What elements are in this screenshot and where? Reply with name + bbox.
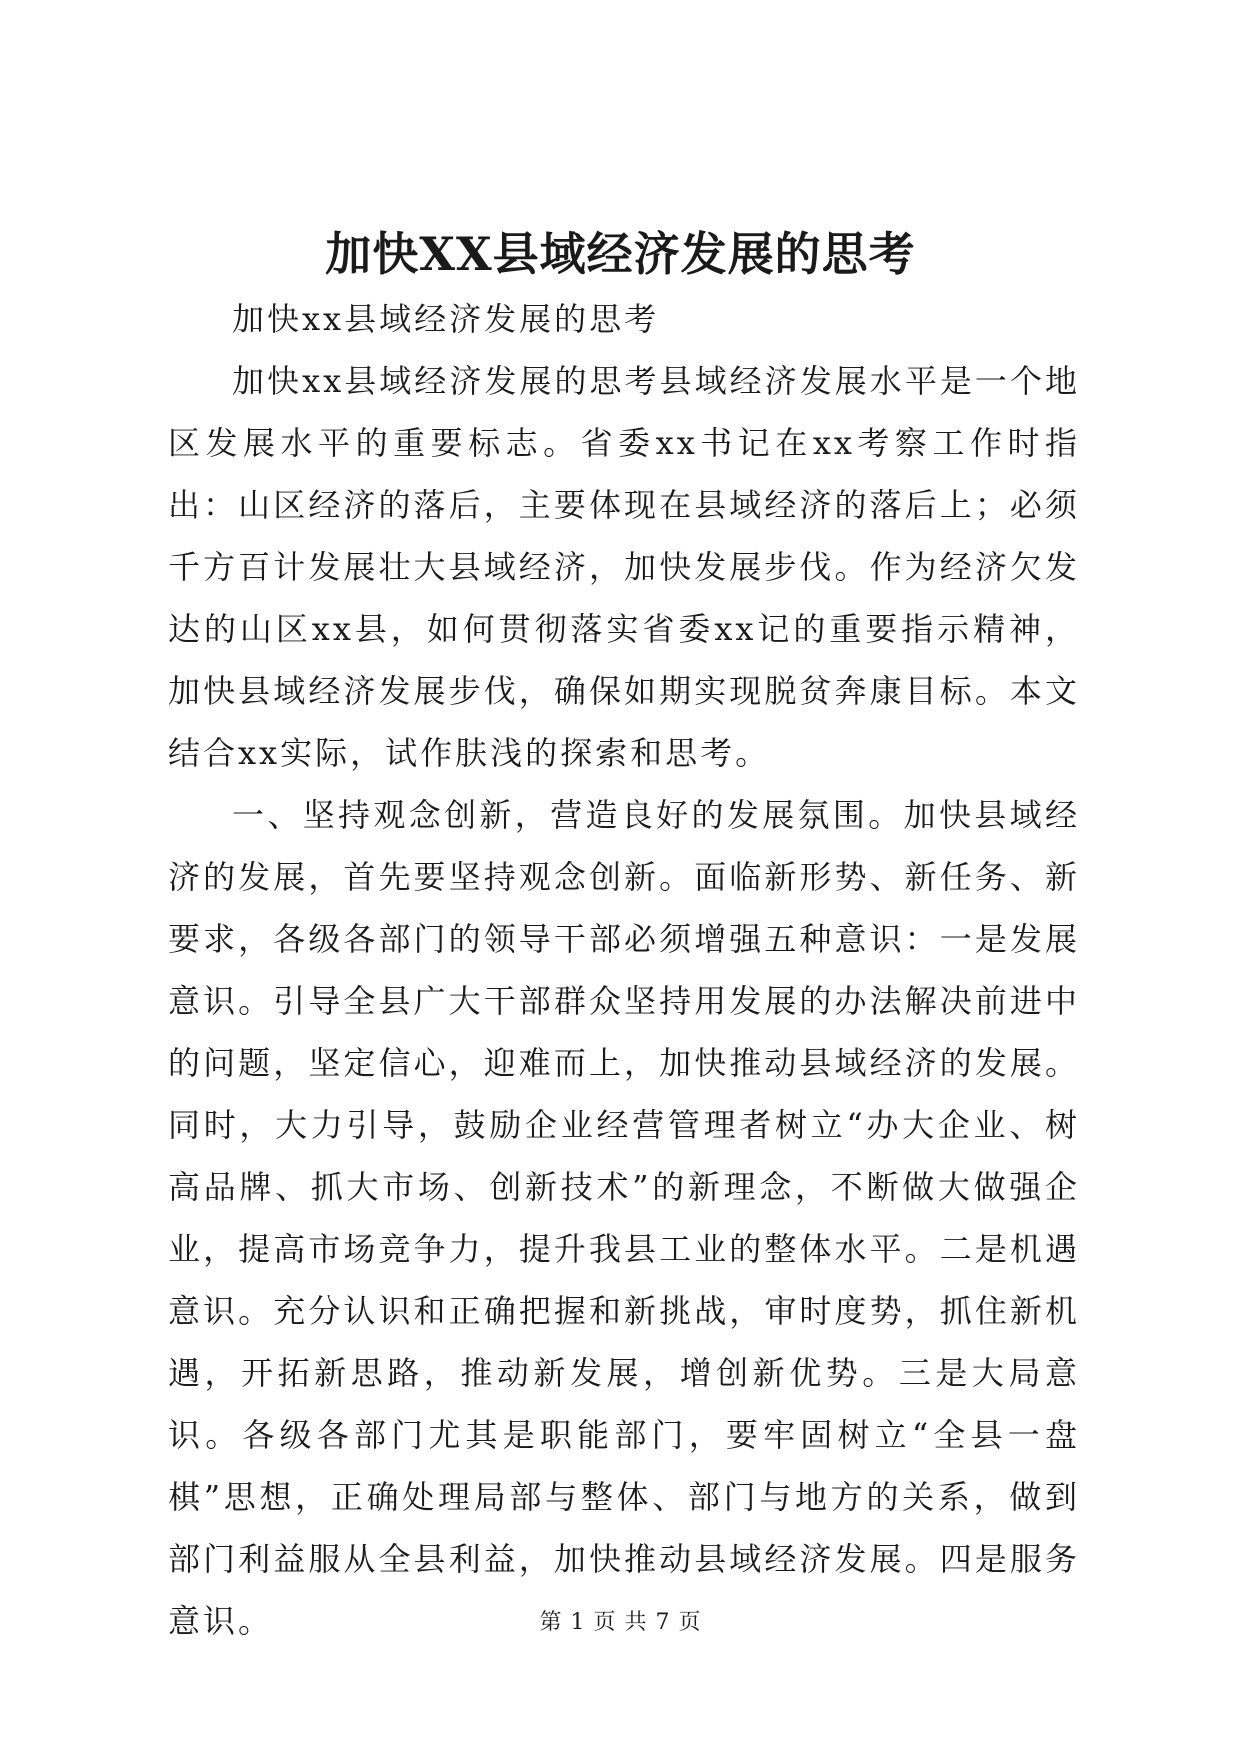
paragraph-intro: 加快xx县域经济发展的思考县域经济发展水平是一个地区发展水平的重要标志。省委xx书记在xx考察工作时指出：山区经济的落后，主要体现在县域经济的落后上；必须千方百计发展壮大县域经济，加快发展步伐。作为经济欠发达的山区xx县，如何贯彻落实省委xx记的重要指示精神，加快县域经济发展步伐，确保如期实现脱贫奔康目标。本文结合xx实际，试作肤浅的探索和思考。 [168,362,1080,772]
document-body [168,288,1080,1652]
document-title: 加快XX县域经济发展的思考 [325,227,916,281]
paragraph-section-one: 一、坚持观念创新，营造良好的发展氛围。加快县域经济的发展，首先要坚持观念创新。面临新形势、新任务、新要求，各级各部门的领导干部必须增强五种意识：一是发展意识。引导全县广大干部群众坚持用发展的办法解决前进中的问题，坚定信心，迎难而上，加快推动县域经济的发展。同时，大力引导，鼓励企业经营管理者树立“办大企业、树高品牌、抓大市场、创新技术”的新理念，不断做大做强企业，提高市场竞争力，提升我县工业的整体水平。二是机遇意识。充分认识和正确把握和新挑战，审时度势，抓住新机遇，开拓新思路，推动新发展，增创新优势。三是大局意识。各级各部门尤其是职能部门，要牢固树立“全县一盘棋”思想，正确处理局部与整体、部门与地方的关系，做到部门利益服从全县利益，加快推动县域经济发展。四是服务意识。 [168,796,1080,1640]
paragraph-subtitle: 加快xx县域经济发展的思考 [232,300,660,338]
page-number-footer: 第 1 页 共 7 页 [539,1610,702,1635]
